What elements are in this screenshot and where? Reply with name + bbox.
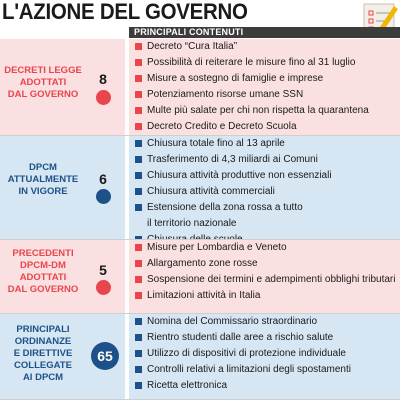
list-item bbox=[135, 152, 396, 168]
list-item bbox=[135, 346, 396, 362]
list-item-text: Decreto “Cura Italia” bbox=[147, 41, 238, 52]
list-item bbox=[135, 314, 396, 330]
list-item bbox=[135, 378, 396, 394]
square-bullet-icon bbox=[135, 43, 142, 50]
section-dot bbox=[96, 189, 111, 204]
square-bullet-icon bbox=[135, 204, 142, 211]
section-count: 5 bbox=[99, 262, 107, 278]
list-item-text: Misure per Lombardia e Veneto bbox=[147, 242, 287, 253]
square-bullet-icon bbox=[135, 188, 142, 195]
square-bullet-icon bbox=[135, 140, 142, 147]
list-item-text: Trasferimento di 4,3 miliardi ai Comuni bbox=[147, 154, 318, 165]
list-item bbox=[135, 103, 396, 119]
list-item bbox=[135, 55, 396, 71]
section-dot bbox=[96, 280, 111, 295]
list-item bbox=[135, 288, 396, 304]
section-summary bbox=[0, 240, 125, 314]
section-label-line: DECRETI LEGGE bbox=[4, 65, 82, 76]
square-bullet-icon bbox=[135, 292, 142, 299]
list-item-text: Estensione della zona rossa a tutto bbox=[147, 202, 303, 213]
list-item-text: Chiusura attività produttive non essenziali bbox=[147, 170, 332, 181]
section-label bbox=[0, 248, 86, 296]
list-item bbox=[135, 362, 396, 378]
list-item bbox=[135, 240, 396, 256]
section-label-line: ORDINANZE bbox=[14, 336, 72, 347]
square-bullet-icon bbox=[135, 334, 142, 341]
section-label bbox=[0, 324, 86, 384]
section-label-line: ADOTTATI bbox=[19, 272, 67, 283]
section-label-line: IN VIGORE bbox=[18, 186, 68, 197]
list-item-text: Chiusura attività commerciali bbox=[147, 186, 275, 197]
section-count: 8 bbox=[99, 71, 107, 87]
contents-header: PRINCIPALI CONTENUTI bbox=[129, 27, 400, 38]
section-ordinanze bbox=[0, 314, 400, 400]
square-bullet-icon bbox=[135, 350, 142, 357]
list-item bbox=[135, 256, 396, 272]
list-item bbox=[135, 184, 396, 200]
section-label bbox=[0, 162, 86, 198]
section-label-line: DPCM bbox=[29, 162, 57, 173]
list-item-text: Potenziamento risorse umane SSN bbox=[147, 89, 304, 100]
square-bullet-icon bbox=[135, 59, 142, 66]
section-label-line: ATTUALMENTE bbox=[7, 174, 79, 185]
square-bullet-icon bbox=[135, 244, 142, 251]
list-item-text: Controlli relativi a limitazioni degli spostamenti bbox=[147, 364, 351, 375]
list-item bbox=[135, 71, 396, 87]
list-item bbox=[135, 87, 396, 103]
list-item-text: Sospensione dei termini e adempimenti obblighi tributari bbox=[147, 274, 396, 285]
list-item-text: Rientro studenti dalle aree a rischio salute bbox=[147, 332, 334, 343]
section-label-line: ADOTTATI bbox=[19, 77, 67, 88]
list-item-text: Nomina del Commissario straordinario bbox=[147, 316, 318, 327]
section-contents bbox=[129, 39, 400, 136]
section-count: 65 bbox=[97, 348, 113, 364]
section-decreti bbox=[0, 39, 400, 136]
list-item bbox=[135, 168, 396, 184]
square-bullet-icon bbox=[135, 260, 142, 267]
square-bullet-icon bbox=[135, 276, 142, 283]
section-label-line: PRECEDENTI bbox=[12, 248, 74, 259]
section-label bbox=[0, 65, 86, 101]
list-item bbox=[135, 136, 396, 152]
list-item-text: Limitazioni attività in Italia bbox=[147, 290, 261, 301]
section-contents bbox=[129, 240, 400, 314]
section-label-line: PRINCIPALI bbox=[16, 324, 70, 335]
list-item-text: Misure a sostegno di famiglie e imprese bbox=[147, 73, 324, 84]
section-label-line: DAL GOVERNO bbox=[7, 89, 79, 100]
contents-list bbox=[135, 39, 396, 135]
section-label-line: DPCM-DM bbox=[20, 260, 66, 271]
list-item-text: Utilizzo di dispositivi di protezione individuale bbox=[147, 348, 346, 359]
square-bullet-icon bbox=[135, 318, 142, 325]
section-dpcm bbox=[0, 136, 400, 240]
square-bullet-icon bbox=[135, 123, 142, 130]
list-item-text: il territorio nazionale bbox=[147, 218, 237, 229]
section-label-line: DAL GOVERNO bbox=[7, 284, 79, 295]
list-item-text: Allargamento zone rosse bbox=[147, 258, 258, 269]
square-bullet-icon bbox=[135, 75, 142, 82]
page-title: L'AZIONE DEL GOVERNO bbox=[2, 0, 248, 24]
contents-list bbox=[135, 240, 396, 304]
square-bullet-icon bbox=[135, 107, 142, 114]
list-item-text: Multe più salate per chi non rispetta la quarantena bbox=[147, 105, 369, 116]
list-item-text: Chiusura totale fino al 13 aprile bbox=[147, 138, 285, 149]
list-item-text: Possibilità di reiterare le misure fino al 31 luglio bbox=[147, 57, 356, 68]
section-count: 6 bbox=[99, 171, 107, 187]
section-contents bbox=[129, 314, 400, 400]
square-bullet-icon bbox=[135, 366, 142, 373]
list-item-text: Decreto Credito e Decreto Scuola bbox=[147, 121, 297, 132]
section-precedenti bbox=[0, 240, 400, 314]
section-dot bbox=[96, 90, 111, 105]
section-summary bbox=[0, 314, 125, 400]
section-label-line: E DIRETTIVE bbox=[13, 348, 73, 359]
contents-list bbox=[135, 136, 396, 248]
list-item-text: Ricetta elettronica bbox=[147, 380, 228, 391]
section-label-line: COLLEGATE bbox=[14, 360, 72, 371]
list-item bbox=[135, 39, 396, 55]
list-item bbox=[135, 119, 396, 135]
square-bullet-icon bbox=[135, 156, 142, 163]
contents-list bbox=[135, 314, 396, 394]
section-summary bbox=[0, 39, 125, 136]
square-bullet-icon bbox=[135, 172, 142, 179]
list-item bbox=[135, 272, 396, 288]
list-item bbox=[135, 200, 396, 232]
section-label-line: AI DPCM bbox=[22, 372, 64, 383]
square-bullet-icon bbox=[135, 382, 142, 389]
section-contents bbox=[129, 136, 400, 240]
list-item bbox=[135, 330, 396, 346]
section-summary bbox=[0, 136, 125, 240]
square-bullet-icon bbox=[135, 91, 142, 98]
